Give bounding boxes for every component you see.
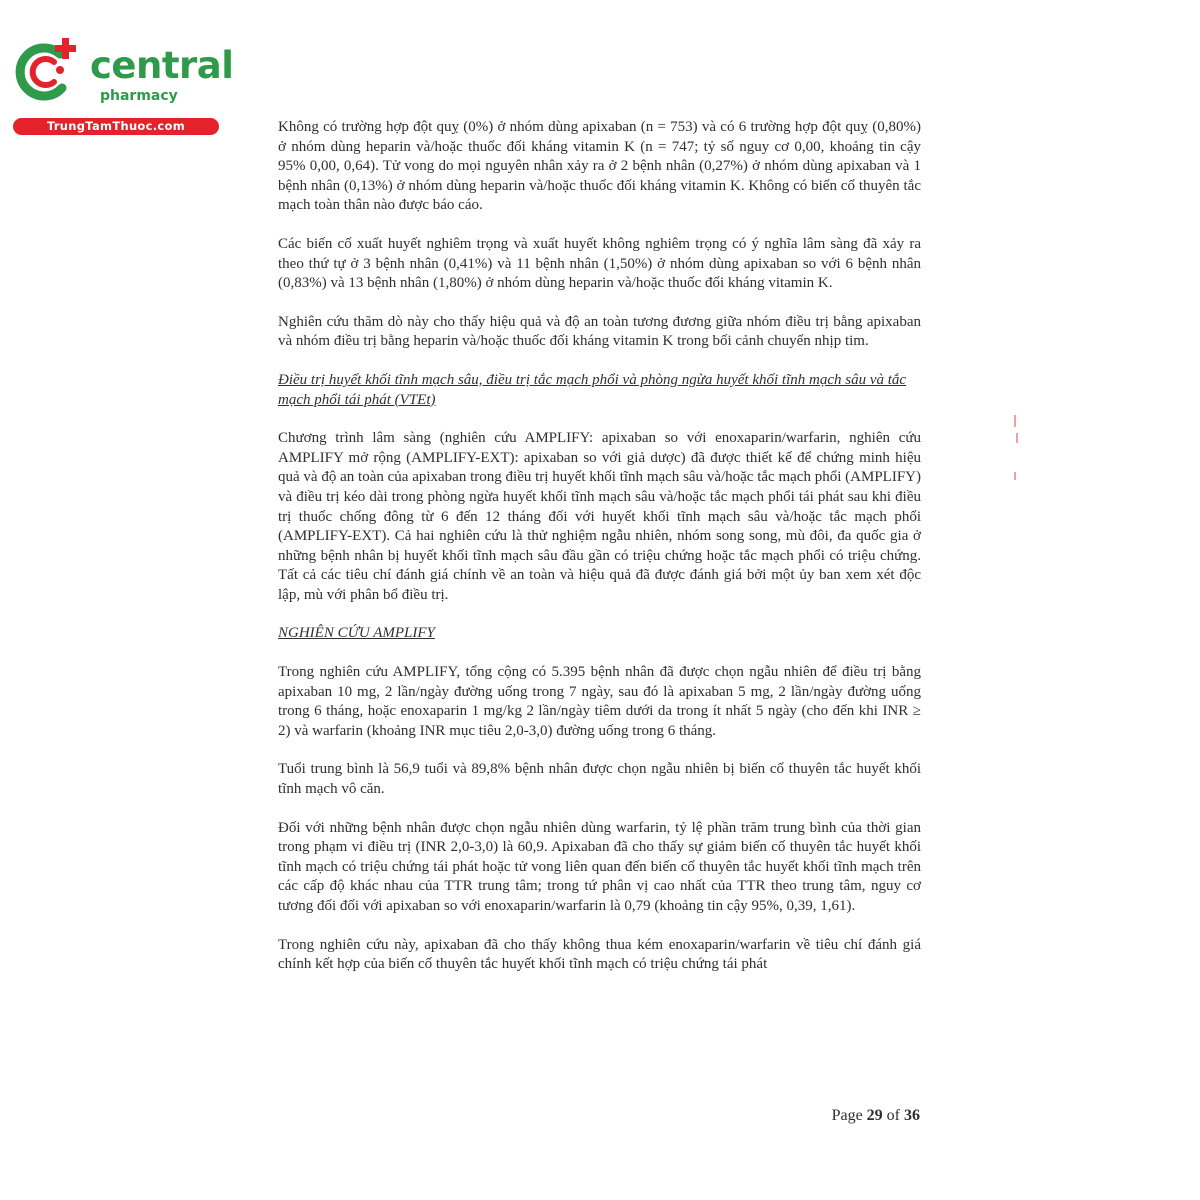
paragraph-noninferiority: Trong nghiên cứu này, apixaban đã cho thấy không thua kém enoxaparin/warfarin về tiêu chí đánh giá chính kết hợp của biến cố thuyên tắc huyết khối tĩnh mạch có triệu chứng tái phát [278, 936, 921, 973]
margin-mark [1014, 415, 1016, 427]
page-total: 36 [904, 1107, 920, 1124]
logo-name: central [90, 44, 234, 87]
paragraph-warfarin-ttr: Đối với những bệnh nhân được chọn ngẫu nhiên dùng warfarin, tỷ lệ phần trăm trung bình của thời gian trong phạm vi điều trị (INR 2,0-3,0) là 60,9. Apixaban đã cho thấy sự giảm biến cố thuyên tắc huyết khối tĩnh mạch có triệu chứng tái phát hoặc tử vong liên quan đến biến cố thuyên tắc huyết khối tĩnh mạch trên các cấp độ khác nhau của TTR trung tâm; trong tứ phân vị cao nhất của TTR theo trung tâm, nguy cơ tương đối đối với apixaban so với enoxaparin/warfarin là 0,79 (khoảng tin cậy 95%, 0,39, 1,61). [278, 819, 921, 914]
page-current: 29 [866, 1107, 883, 1124]
paragraph-exploratory-study: Nghiên cứu thăm dò này cho thấy hiệu quả và độ an toàn tương đương giữa nhóm điều trị bằng apixaban và nhóm điều trị bằng heparin và/hoặc thuốc đối kháng vitamin K trong bối cảnh chuyển nhịp tim. [278, 313, 921, 350]
page-label: Page [831, 1107, 863, 1124]
paragraph-bleeding-events: Các biến cố xuất huyết nghiêm trọng và xuất huyết không nghiêm trọng có ý nghĩa lâm sàng đã xảy ra theo thứ tự ở 3 bệnh nhân (0,41%) và 11 bệnh nhân (1,50%) ở nhóm dùng apixaban so với 6 bệnh nhân (0,83%) và 13 bệnh nhân (1,80%) ở nhóm dùng heparin và/hoặc thuốc đối kháng vitamin K. [278, 235, 921, 292]
margin-mark [1014, 472, 1016, 480]
section-heading-amplify: NGHIÊN CỨU AMPLIFY [278, 625, 435, 642]
pharmacy-logo-icon [10, 36, 82, 108]
paragraph-amplify-design: Trong nghiên cứu AMPLIFY, tổng cộng có 5.395 bệnh nhân đã được chọn ngẫu nhiên để điều trị bằng apixaban 10 mg, 2 lần/ngày đường uống trong 7 ngày, sau đó là apixaban 5 mg, 2 lần/ngày đường uống trong 6 tháng, hoặc enoxaparin 1 mg/kg 2 lần/ngày tiêm dưới da trong ít nhất 5 ngày (cho đến khi INR ≥ 2) và warfarin (khoảng INR mục tiêu 2,0-3,0) đường uống trong 6 tháng. [278, 664, 921, 739]
logo-subtitle: pharmacy [100, 88, 178, 104]
paragraph-stroke-results: Không có trường hợp đột quỵ (0%) ở nhóm dùng apixaban (n = 753) và có 6 trường hợp đột quỵ (0,80%) ở nhóm dùng heparin và/hoặc thuốc đối kháng vitamin K (n = 747; tỷ số nguy cơ 0,00, khoảng tin cậy 95% 0,00, 0,64). Tử vong do mọi nguyên nhân xảy ra ở 2 bệnh nhân (0,27%) ở nhóm dùng apixaban và 1 bệnh nhân (0,13%) ở nhóm dùng heparin và/hoặc thuốc đối kháng vitamin K. Không có biến cố thuyên tắc mạch toàn thân nào được báo cáo. [278, 119, 921, 214]
central-pharmacy-logo [10, 36, 234, 136]
page-of: of [886, 1107, 900, 1124]
paragraph-mean-age: Tuổi trung bình là 56,9 tuổi và 89,8% bệnh nhân được chọn ngẫu nhiên bị biến cố thuyên tắc huyết khối tĩnh mạch vô căn. [278, 761, 921, 798]
document-body [278, 118, 921, 975]
margin-mark [1016, 433, 1018, 443]
section-heading-vte: Điều trị huyết khối tĩnh mạch sâu, điều trị tắc mạch phổi và phòng ngừa huyết khối tĩnh mạch sâu và tắc mạch phổi tái phát (VTEt) [278, 371, 907, 408]
page-number [832, 1107, 920, 1125]
logo-website: TrungTamThuoc.com [13, 118, 219, 135]
paragraph-clinical-program: Chương trình lâm sàng (nghiên cứu AMPLIFY: apixaban so với enoxaparin/warfarin, nghiên cứu AMPLIFY mở rộng (AMPLIFY-EXT): apixaban so với giả dược) đã được thiết kế để chứng minh hiệu quả và độ an toàn của apixaban trong điều trị huyết khối tĩnh mạch sâu và/hoặc tắc mạch phổi (AMPLIFY) và điều trị kéo dài trong phòng ngừa huyết khối tĩnh mạch sâu và/hoặc tắc mạch phổi tái phát sau khi điều trị thuốc chống đông từ 6 đến 12 tháng đối với huyết khối tĩnh mạch sâu và/hoặc tắc mạch phổi (AMPLIFY-EXT). Cả hai nghiên cứu là thử nghiệm ngẫu nhiên, nhóm song song, mù đôi, đa quốc gia ở những bệnh nhân bị huyết khối tĩnh mạch sâu đầu gần có triệu chứng hoặc tắc mạch phổi có triệu chứng. Tất cả các tiêu chí đánh giá chính về an toàn và hiệu quả đã được đánh giá bởi một ủy ban xem xét độc lập, mù với phân bổ điều trị. [278, 430, 921, 603]
